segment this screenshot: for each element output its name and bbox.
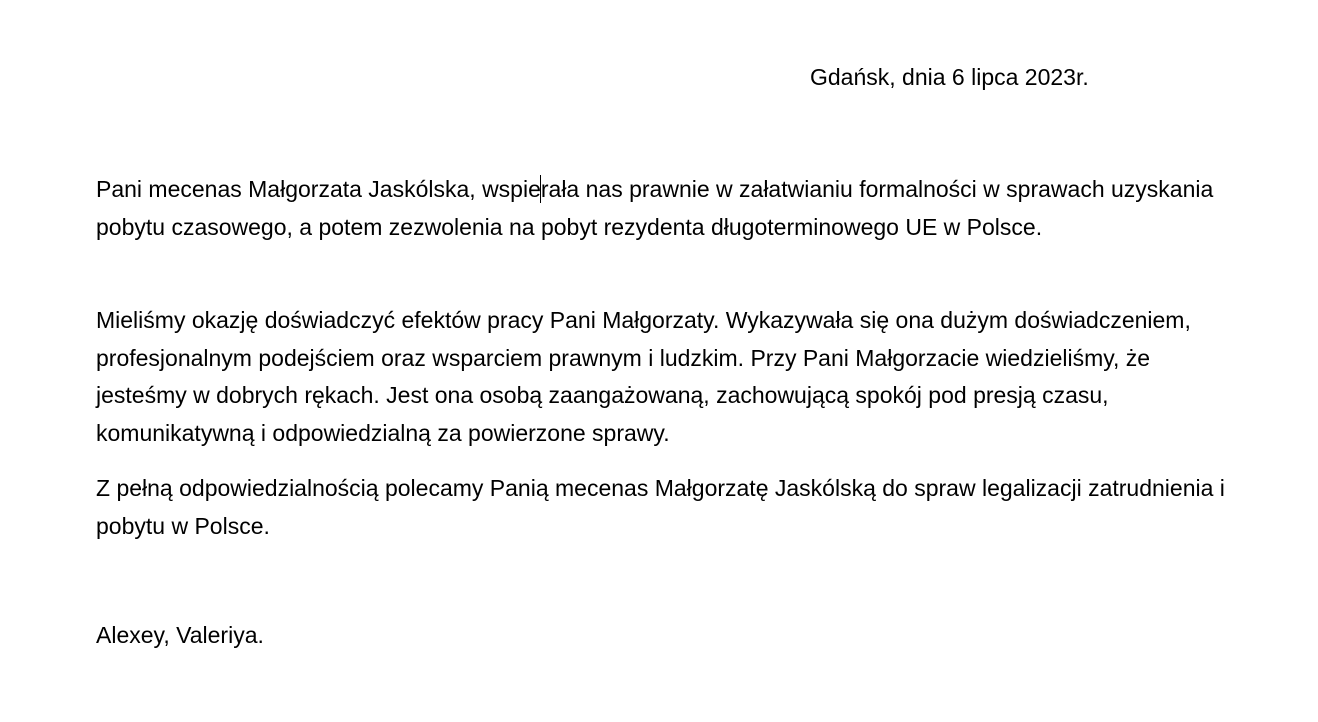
dateline: Gdańsk, dnia 6 lipca 2023r. [810, 64, 1089, 90]
paragraph-1-text-end: rała nas prawnie w załatwianiu formalności w sprawach uzyskania pobytu czasowego, a potem zezwolenia na pobyt rezydenta długoterminowego UE w Polsce. [96, 176, 1214, 240]
paragraph-2[interactable]: Mieliśmy okazję doświadczyć efektów pracy Pani Małgorzaty. Wykazywała się ona dużym doświadczeniem, profesjonalnym podejściem oraz wsparciem prawnym i ludzkim. Przy Pani Małgorzacie wiedzieliśmy, że jesteśmy w dobrych rękach. Jest ona osobą zaangażowaną, zachowującą spokój pod presją czasu, komunikatywną i odpowiedzialną za powierzone sprawy. [96, 307, 1191, 446]
signature: Alexey, Valeriya. [96, 622, 264, 648]
paragraph-1-text-start: Pani mecenas Małgorzata Jaskólska, wspie [96, 176, 541, 202]
paragraph-1[interactable] [96, 171, 1226, 246]
paragraph-3[interactable]: Z pełną odpowiedzialnością polecamy Panią mecenas Małgorzatę Jaskólską do spraw legalizacji zatrudnienia i pobytu w Polsce. [96, 475, 1225, 539]
